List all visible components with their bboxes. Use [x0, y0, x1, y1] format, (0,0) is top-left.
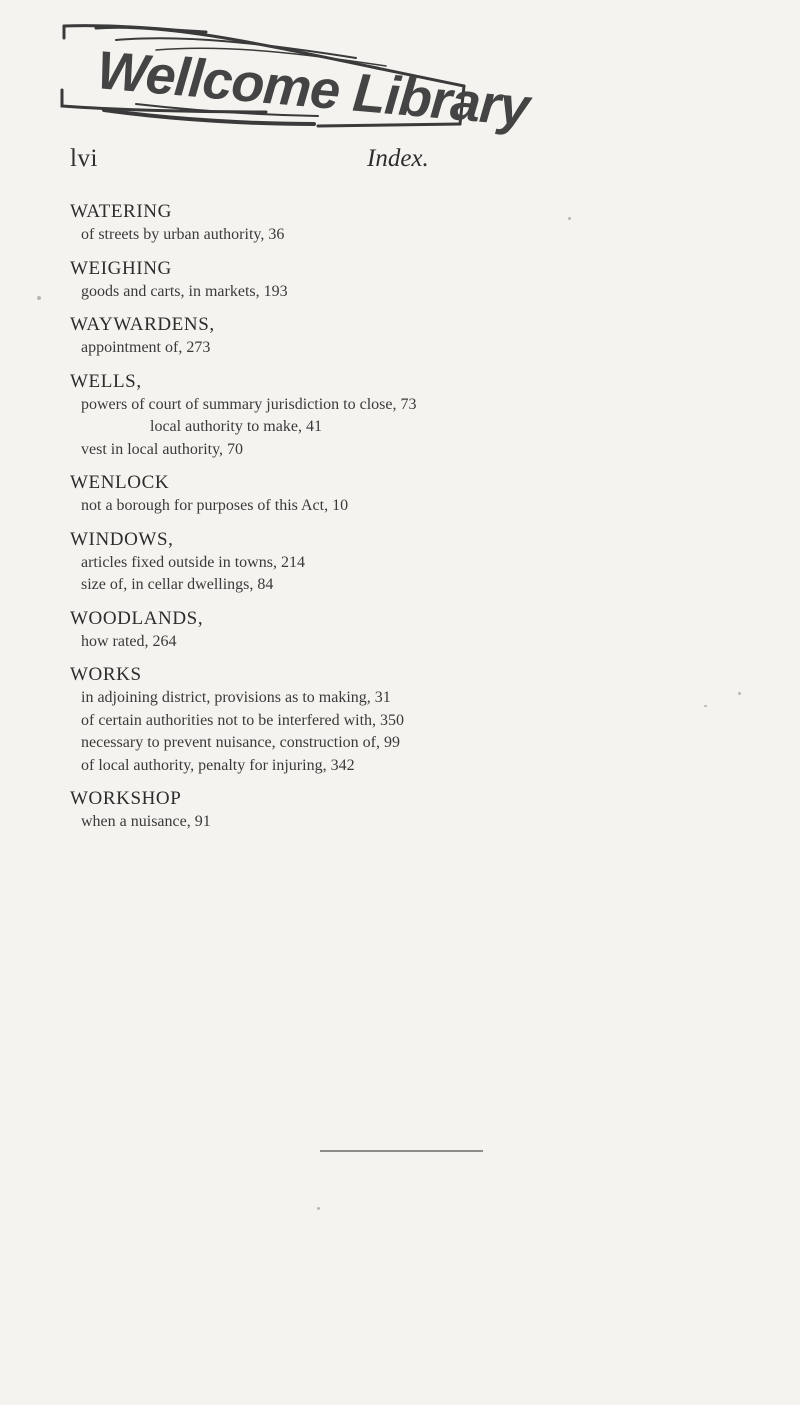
index-entry-woodlands [70, 607, 710, 654]
entry-subheading: vest in local authority, 70 [81, 440, 244, 458]
entry-subheading: articles fixed outside in towns, 214 [81, 553, 305, 571]
paper-speck [317, 1207, 320, 1210]
entry-subheading: when a nuisance, 91 [81, 813, 211, 830]
entry-heading: WAYWARDENS, [70, 314, 215, 335]
entry-subheading: not a borough for purposes of this Act, 10 [81, 497, 349, 514]
end-rule-divider [320, 1150, 483, 1152]
entry-heading: WENLOCK [70, 472, 170, 493]
entry-subheading: how rated, 264 [81, 632, 177, 650]
index-entry-works [70, 663, 710, 777]
entry-subheading: goods and carts, in markets, 193 [81, 282, 288, 300]
entry-heading: WORKSHOP [70, 788, 182, 809]
entry-heading: WOODLANDS, [70, 607, 204, 629]
entry-heading: WINDOWS, [70, 528, 174, 550]
entry-subheading: powers of court of summary jurisdiction to close, 73 [81, 395, 417, 413]
running-head [70, 145, 680, 179]
paper-speck [704, 705, 707, 707]
entry-subheading: appointment of, 273 [81, 339, 211, 356]
entry-heading: WORKS [70, 664, 142, 685]
index-entry-workshop [70, 787, 710, 834]
entry-subheading: of streets by urban authority, 36 [81, 226, 285, 243]
paper-speck [738, 692, 741, 695]
entry-subheading: local authority to make, 41 [150, 418, 322, 435]
entry-subheading: size of, in cellar dwellings, 84 [81, 576, 274, 593]
page-title: Index. [367, 145, 429, 172]
entry-subheading: necessary to prevent nuisance, construction of, 99 [81, 734, 401, 751]
page-number: lvi [70, 145, 98, 172]
svg-text:Wellcome Library: Wellcome Library [94, 40, 532, 138]
paper-speck [37, 296, 41, 300]
entry-subheading: of certain authorities not to be interfered with, 350 [81, 711, 405, 729]
index-entry-wenlock [70, 471, 710, 518]
entry-heading: WEIGHING [70, 257, 172, 279]
index-entry-windows [70, 528, 710, 597]
entry-subheading: of local authority, penalty for injuring, 342 [81, 756, 355, 774]
index-entry-weighing [70, 257, 710, 304]
library-stamp-logo [56, 20, 532, 138]
index-entry-waywardens [70, 313, 710, 360]
entry-subheading: in adjoining district, provisions as to making, 31 [81, 689, 391, 706]
index-entries [70, 200, 710, 844]
entry-heading: WELLS, [70, 370, 142, 392]
entry-heading: WATERING [70, 201, 172, 222]
index-entry-watering [70, 200, 710, 247]
index-entry-wells [70, 370, 710, 462]
paper-speck [568, 217, 571, 220]
